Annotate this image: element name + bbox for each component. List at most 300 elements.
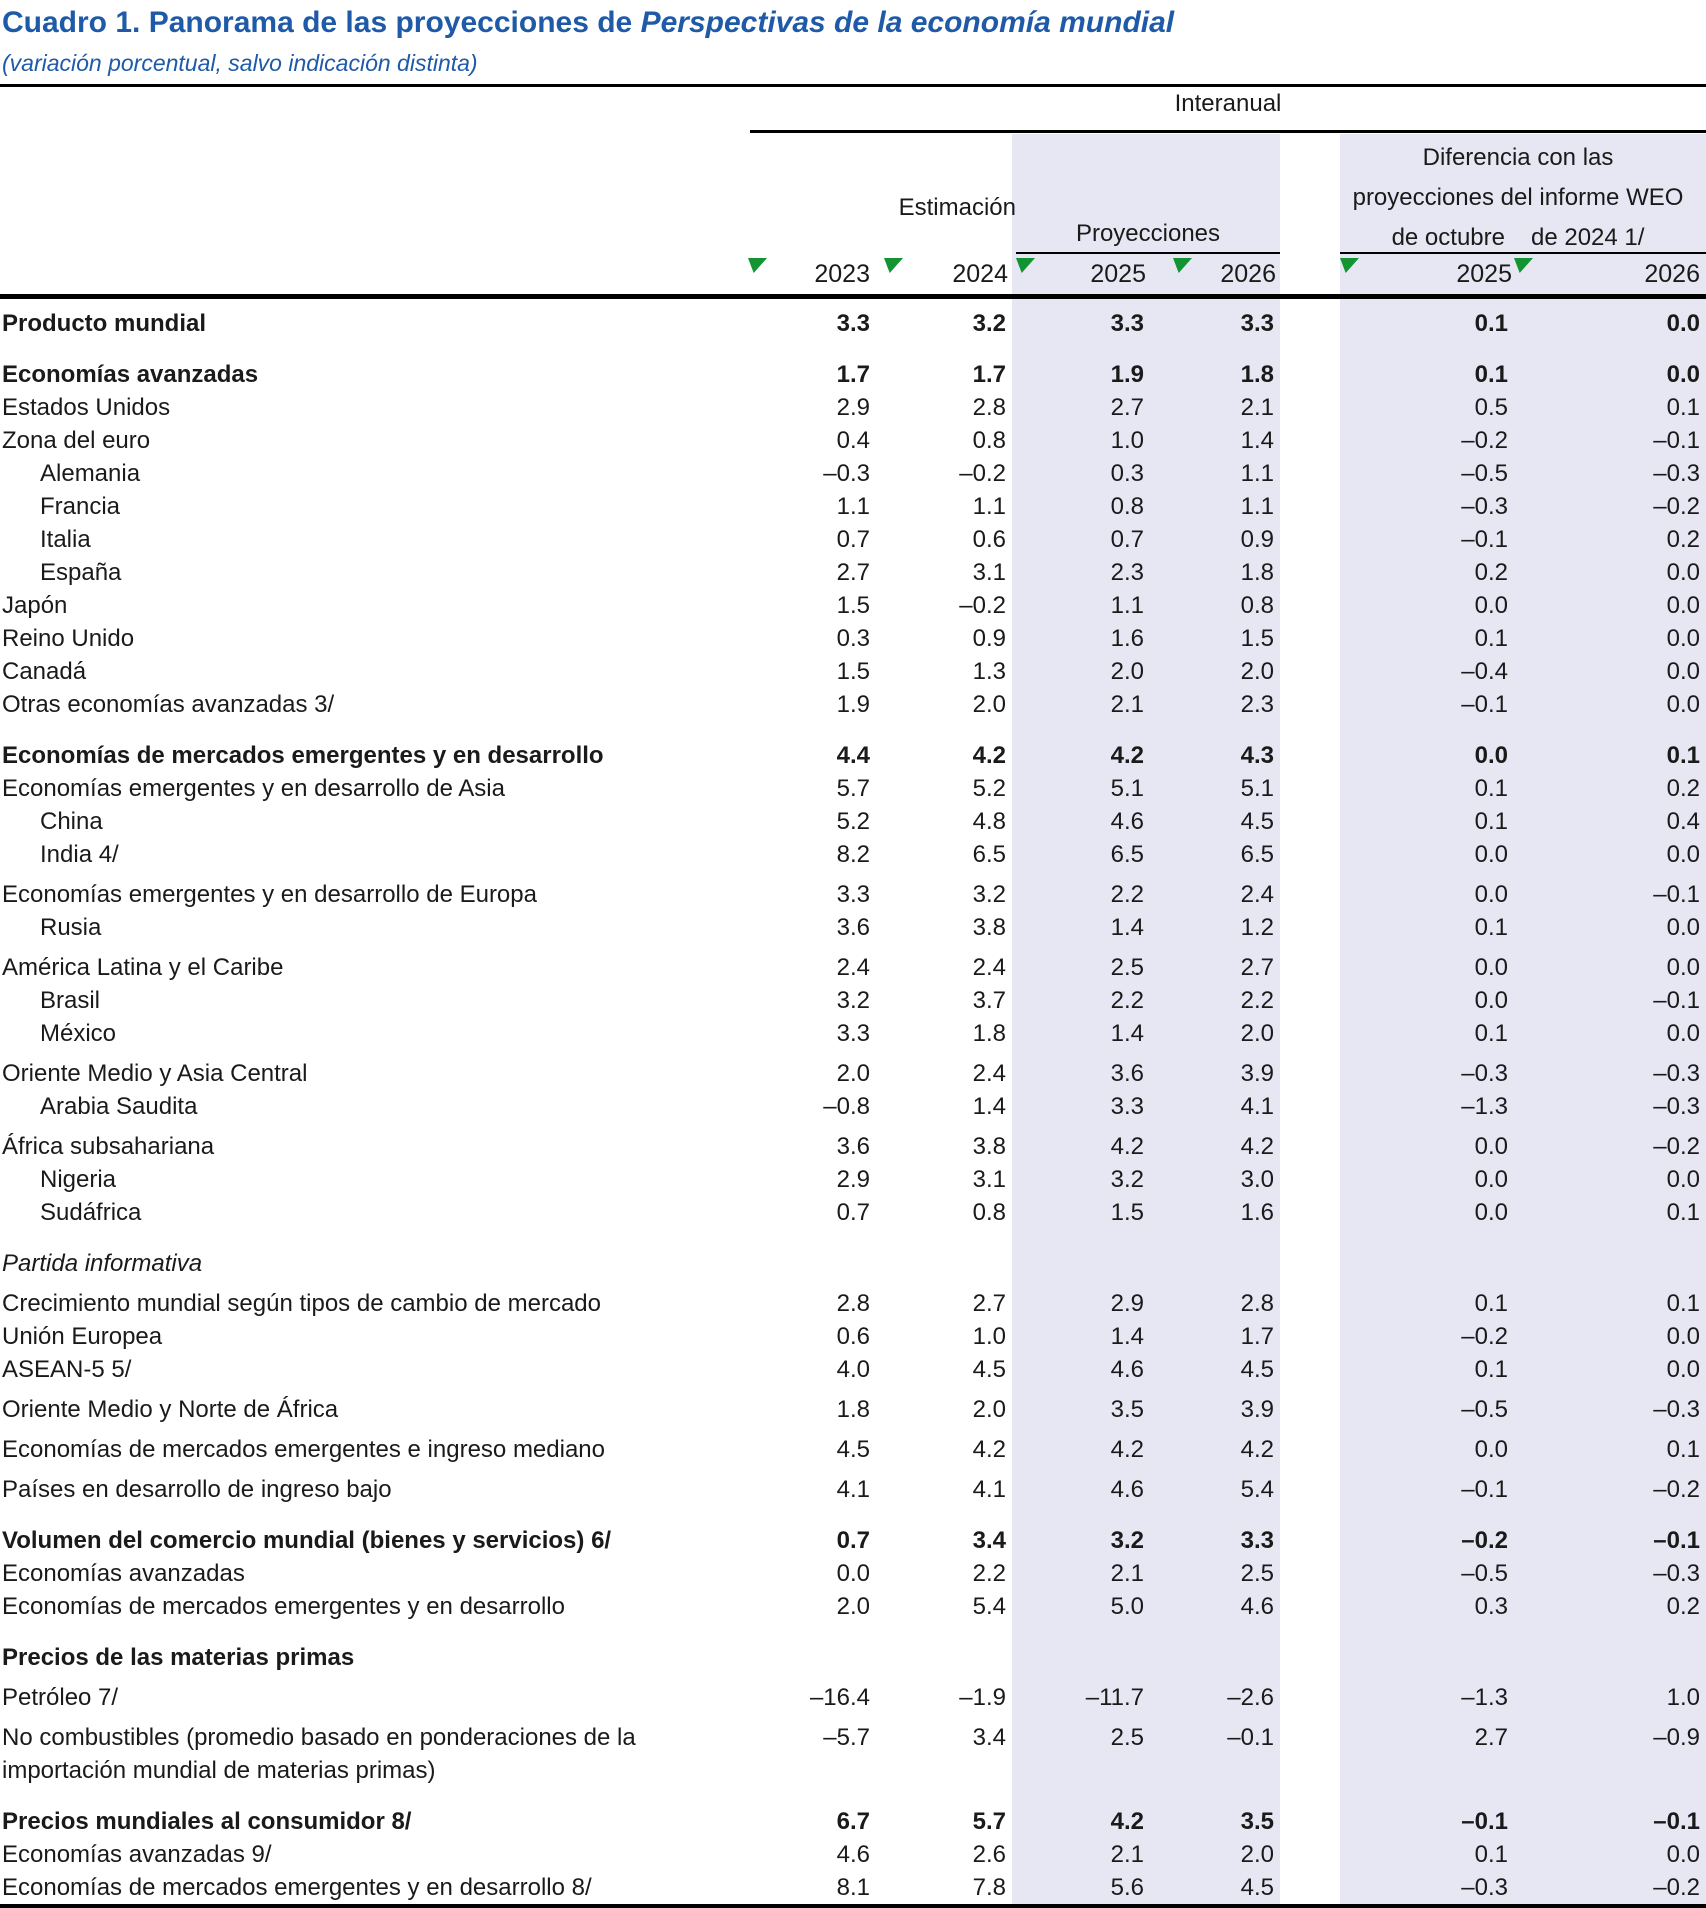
- table-row: [0, 1320, 1706, 1353]
- value-cell: –0.2: [1653, 1476, 1700, 1503]
- value-cell: 1.1: [1110, 592, 1144, 619]
- green-corner-marker-icon: [748, 258, 767, 273]
- value-cell: –0.1: [1653, 987, 1700, 1014]
- value-cell: [880, 1623, 1012, 1674]
- green-corner-marker-icon: [1173, 258, 1192, 273]
- header-proyecciones: Proyecciones: [1075, 220, 1221, 247]
- value-cell: 0.2: [1666, 526, 1700, 553]
- value-cell: 3.6: [1110, 1060, 1144, 1087]
- value-cell: 0.0: [1474, 881, 1508, 908]
- row-label: India 4/: [40, 841, 119, 868]
- value-cell: 0.4: [1666, 808, 1700, 835]
- value-cell: 0.0: [1474, 987, 1508, 1014]
- value-cell: 1.6: [1110, 625, 1144, 652]
- value-cell: 0.0: [836, 1560, 870, 1587]
- table-row: [0, 1557, 1706, 1590]
- value-cell: –0.1: [1461, 526, 1508, 553]
- value-cell: 2.9: [836, 394, 870, 421]
- value-cell: 0.2: [1666, 775, 1700, 802]
- value-cell: 2.0: [972, 691, 1006, 718]
- value-cell: –1.3: [1461, 1684, 1508, 1711]
- table-header: [0, 88, 1706, 299]
- table-row: [0, 556, 1706, 589]
- value-cell: 2.2: [972, 1560, 1006, 1587]
- value-cell: 2.6: [972, 1841, 1006, 1868]
- value-cell: –0.1: [1461, 1476, 1508, 1503]
- value-cell: 4.1: [836, 1476, 870, 1503]
- table-row: [0, 944, 1706, 984]
- value-cell: 3.2: [972, 310, 1006, 337]
- value-cell: –16.4: [809, 1684, 870, 1711]
- value-cell: 2.9: [836, 1166, 870, 1193]
- value-cell: 4.0: [836, 1356, 870, 1383]
- value-cell: 2.4: [1240, 881, 1274, 908]
- value-cell: –0.2: [1653, 493, 1700, 520]
- value-cell: 4.2: [972, 742, 1006, 769]
- value-cell: 1.5: [836, 658, 870, 685]
- value-cell: 0.7: [836, 526, 870, 553]
- value-cell: 3.9: [1240, 1060, 1274, 1087]
- row-label: Italia: [40, 526, 91, 553]
- value-cell: 4.5: [972, 1356, 1006, 1383]
- value-cell: 7.8: [972, 1874, 1006, 1901]
- table-title-italic-text: Perspectivas de la economía mundial: [640, 6, 1175, 39]
- value-cell: 4.6: [1240, 1593, 1274, 1620]
- value-cell: 0.0: [1474, 1133, 1508, 1160]
- value-cell: 1.5: [1110, 1199, 1144, 1226]
- spacer-cell: [1280, 622, 1340, 655]
- value-cell: 2.7: [1110, 394, 1144, 421]
- row-label: Países en desarrollo de ingreso bajo: [2, 1476, 392, 1503]
- value-cell: –0.2: [959, 592, 1006, 619]
- value-cell: 1.7: [1240, 1323, 1274, 1350]
- value-cell: 0.0: [1666, 914, 1700, 941]
- value-cell: –0.3: [1461, 1874, 1508, 1901]
- spacer-cell: [1280, 1320, 1340, 1353]
- value-cell: 0.8: [972, 427, 1006, 454]
- value-cell: 2.1: [1110, 1841, 1144, 1868]
- row-label: Economías avanzadas 9/: [2, 1841, 272, 1868]
- row-label: España: [40, 559, 122, 586]
- spacer-cell: [1280, 688, 1340, 721]
- header-diferencia-octubre: de octubre: [1391, 224, 1505, 251]
- value-cell: –0.3: [1653, 1560, 1700, 1587]
- value-cell: 0.8: [1110, 493, 1144, 520]
- value-cell: 3.9: [1240, 1396, 1274, 1423]
- table-row: [0, 1280, 1706, 1320]
- value-cell: 0.1: [1474, 1290, 1508, 1317]
- value-cell: 0.6: [972, 526, 1006, 553]
- spacer-cell: [1280, 490, 1340, 523]
- value-cell: –0.5: [1461, 1560, 1508, 1587]
- value-cell: 0.0: [1474, 954, 1508, 981]
- row-label: Petróleo 7/: [2, 1684, 119, 1711]
- value-cell: 0.1: [1666, 742, 1700, 769]
- value-cell: 1.8: [1240, 559, 1274, 586]
- value-cell: 3.8: [972, 1133, 1006, 1160]
- value-cell: 5.4: [972, 1593, 1006, 1620]
- year-header-diff-2026: 2026: [1644, 260, 1700, 288]
- value-cell: 4.2: [1110, 742, 1144, 769]
- interanual-divider: [750, 130, 1706, 133]
- value-cell: 0.3: [836, 625, 870, 652]
- value-cell: 1.4: [972, 1093, 1006, 1120]
- value-cell: 6.5: [1110, 841, 1144, 868]
- value-cell: 4.1: [1240, 1093, 1274, 1120]
- spacer-cell: [1280, 424, 1340, 457]
- value-cell: 0.1: [1666, 394, 1700, 421]
- value-cell: 1.1: [1240, 460, 1274, 487]
- header-diferencia-line1: Diferencia con las: [1422, 144, 1614, 171]
- value-cell: 1.4: [1110, 914, 1144, 941]
- value-cell: 0.0: [1666, 310, 1700, 337]
- row-label: Economías emergentes y en desarrollo de Asia: [2, 775, 505, 802]
- value-cell: 0.6: [836, 1323, 870, 1350]
- value-cell: 0.0: [1666, 1166, 1700, 1193]
- value-cell: 2.0: [836, 1593, 870, 1620]
- value-cell: [690, 1229, 880, 1280]
- table-row: [0, 1871, 1706, 1904]
- value-cell: –0.1: [1653, 1527, 1700, 1554]
- value-cell: –0.3: [1461, 1060, 1508, 1087]
- value-cell: 0.1: [1474, 1841, 1508, 1868]
- spacer-cell: [1280, 1090, 1340, 1123]
- value-cell: 4.3: [1240, 742, 1274, 769]
- value-cell: 0.0: [1666, 1356, 1700, 1383]
- value-cell: [1012, 1623, 1148, 1674]
- green-corner-marker-icon: [1514, 258, 1533, 273]
- value-cell: [880, 1229, 1012, 1280]
- row-label: África subsahariana: [2, 1133, 215, 1160]
- value-cell: 2.1: [1110, 691, 1144, 718]
- table-row: [0, 805, 1706, 838]
- value-cell: 2.1: [1110, 1560, 1144, 1587]
- value-cell: 3.1: [972, 559, 1006, 586]
- value-cell: 0.0: [1666, 1020, 1700, 1047]
- table-row: [0, 589, 1706, 622]
- value-cell: 4.6: [836, 1841, 870, 1868]
- table-row: [0, 1590, 1706, 1623]
- row-label: Economías de mercados emergentes e ingreso mediano: [2, 1436, 605, 1463]
- table-row: [0, 911, 1706, 944]
- spacer-cell: [1280, 1229, 1340, 1280]
- header-interanual: Interanual: [1174, 90, 1282, 117]
- value-cell: –0.3: [1653, 1093, 1700, 1120]
- value-cell: 0.1: [1666, 1436, 1700, 1463]
- spacer-cell: [1280, 1787, 1340, 1838]
- spacer-cell: [1280, 1050, 1340, 1090]
- value-cell: 2.0: [1240, 1841, 1274, 1868]
- row-label: No combustibles (promedio basado en ponderaciones de la importación mundial de materias primas): [2, 1724, 636, 1784]
- table-row: [0, 1017, 1706, 1050]
- value-cell: 5.7: [836, 775, 870, 802]
- value-cell: 4.6: [1110, 1356, 1144, 1383]
- table-row: [0, 721, 1706, 772]
- year-header-2023: 2023: [814, 260, 870, 288]
- row-label: Economías avanzadas: [2, 1560, 245, 1587]
- value-cell: –1.3: [1461, 1093, 1508, 1120]
- value-cell: –0.1: [1227, 1724, 1274, 1751]
- row-label: Brasil: [40, 987, 101, 1014]
- spacer-cell: [1280, 1163, 1340, 1196]
- value-cell: 1.0: [972, 1323, 1006, 1350]
- table-row: [0, 772, 1706, 805]
- value-cell: 0.0: [1666, 954, 1700, 981]
- spacer-cell: [1280, 1714, 1340, 1787]
- value-cell: 2.2: [1110, 881, 1144, 908]
- header-estimacion: Estimación: [898, 194, 1016, 221]
- value-cell: 1.9: [836, 691, 870, 718]
- bottom-divider: [0, 1904, 1706, 1908]
- value-cell: 4.2: [1110, 1808, 1144, 1835]
- value-cell: 6.7: [836, 1808, 870, 1835]
- table-row: [0, 424, 1706, 457]
- value-cell: –0.2: [1461, 427, 1508, 454]
- value-cell: 1.0: [1110, 427, 1144, 454]
- value-cell: 5.0: [1110, 1593, 1144, 1620]
- row-label: Rusia: [40, 914, 102, 941]
- row-label: Economías de mercados emergentes y en desarrollo 8/: [2, 1874, 592, 1901]
- value-cell: 2.0: [1240, 658, 1274, 685]
- table-row: [0, 391, 1706, 424]
- spacer-cell: [1280, 1017, 1340, 1050]
- value-cell: 2.0: [972, 1396, 1006, 1423]
- value-cell: 5.2: [972, 775, 1006, 802]
- value-cell: 0.1: [1474, 361, 1508, 388]
- spacer-cell: [1280, 1280, 1340, 1320]
- row-label: Precios de las materias primas: [2, 1644, 355, 1671]
- value-cell: 0.0: [1666, 361, 1700, 388]
- spacer-cell: [1280, 911, 1340, 944]
- value-cell: 0.0: [1474, 1199, 1508, 1226]
- row-label: Francia: [40, 493, 121, 520]
- value-cell: 5.1: [1240, 775, 1274, 802]
- row-label: Arabia Saudita: [40, 1093, 198, 1120]
- table-row: [0, 1353, 1706, 1386]
- value-cell: 0.1: [1666, 1290, 1700, 1317]
- row-label: Producto mundial: [2, 310, 206, 337]
- spacer-cell: [1280, 1466, 1340, 1506]
- value-cell: 0.0: [1474, 1166, 1508, 1193]
- value-cell: 4.2: [1240, 1436, 1274, 1463]
- value-cell: 4.2: [1240, 1133, 1274, 1160]
- value-cell: [1148, 1623, 1280, 1674]
- table-row: [0, 1123, 1706, 1163]
- spacer-cell: [1280, 772, 1340, 805]
- value-cell: –0.5: [1461, 1396, 1508, 1423]
- value-cell: 3.3: [1240, 1527, 1274, 1554]
- value-cell: 2.9: [1110, 1290, 1144, 1317]
- value-cell: 1.7: [836, 361, 870, 388]
- proyecciones-divider: [1016, 252, 1280, 254]
- value-cell: 3.3: [1110, 310, 1144, 337]
- value-cell: 5.1: [1110, 775, 1144, 802]
- row-label: Canadá: [2, 658, 87, 685]
- table-row: [0, 1623, 1706, 1674]
- value-cell: 1.1: [836, 493, 870, 520]
- value-cell: –0.1: [1461, 1808, 1508, 1835]
- table-row: [0, 1196, 1706, 1229]
- year-header-diff-2025: 2025: [1456, 260, 1512, 288]
- value-cell: 0.0: [1666, 625, 1700, 652]
- value-cell: 2.0: [836, 1060, 870, 1087]
- row-label: Japón: [2, 592, 68, 619]
- table-row: [0, 838, 1706, 871]
- value-cell: 4.5: [1240, 1356, 1274, 1383]
- value-cell: –0.3: [823, 460, 870, 487]
- table-row: [0, 622, 1706, 655]
- header-diferencia: [1330, 138, 1706, 258]
- table-row: [0, 1787, 1706, 1838]
- data-table: [0, 307, 1706, 1904]
- value-cell: –0.5: [1461, 460, 1508, 487]
- spacer-cell: [1280, 523, 1340, 556]
- table-row: [0, 340, 1706, 391]
- value-cell: –0.2: [1653, 1133, 1700, 1160]
- green-corner-marker-icon: [1016, 258, 1035, 273]
- value-cell: 3.2: [1110, 1527, 1144, 1554]
- row-label: Zona del euro: [2, 427, 151, 454]
- value-cell: 2.8: [972, 394, 1006, 421]
- value-cell: 5.6: [1110, 1874, 1144, 1901]
- spacer-cell: [1280, 1871, 1340, 1904]
- row-label: Estados Unidos: [2, 394, 171, 421]
- row-label: América Latina y el Caribe: [2, 954, 284, 981]
- value-cell: 0.1: [1474, 775, 1508, 802]
- value-cell: 6.5: [1240, 841, 1274, 868]
- table-row: [0, 1714, 1706, 1787]
- row-label: Oriente Medio y Asia Central: [2, 1060, 308, 1087]
- row-label: Precios mundiales al consumidor 8/: [2, 1808, 412, 1835]
- value-cell: 3.3: [1110, 1093, 1144, 1120]
- value-cell: 1.8: [972, 1020, 1006, 1047]
- row-label: Volumen del comercio mundial (bienes y servicios) 6/: [2, 1527, 612, 1554]
- value-cell: 0.0: [1474, 742, 1508, 769]
- value-cell: 4.5: [1240, 808, 1274, 835]
- table-subtitle: (variación porcentual, salvo indicación distinta): [2, 50, 478, 76]
- value-cell: 2.5: [1240, 1560, 1274, 1587]
- value-cell: 8.2: [836, 841, 870, 868]
- row-label: Unión Europea: [2, 1323, 163, 1350]
- value-cell: –0.3: [1653, 460, 1700, 487]
- value-cell: 2.4: [972, 1060, 1006, 1087]
- row-label: Alemania: [40, 460, 141, 487]
- value-cell: 1.9: [1110, 361, 1144, 388]
- value-cell: 0.1: [1474, 1356, 1508, 1383]
- row-label: Oriente Medio y Norte de África: [2, 1396, 339, 1423]
- value-cell: 1.7: [972, 361, 1006, 388]
- green-corner-marker-icon: [1340, 258, 1359, 273]
- value-cell: 0.0: [1666, 559, 1700, 586]
- table-row: [0, 490, 1706, 523]
- spacer-cell: [1280, 391, 1340, 424]
- value-cell: 2.3: [1110, 559, 1144, 586]
- value-cell: 2.7: [1240, 954, 1274, 981]
- value-cell: –1.9: [959, 1684, 1006, 1711]
- value-cell: 4.6: [1110, 1476, 1144, 1503]
- row-label: Partida informativa: [2, 1250, 203, 1277]
- value-cell: –0.4: [1461, 658, 1508, 685]
- value-cell: 3.3: [1240, 310, 1274, 337]
- value-cell: 0.0: [1474, 1436, 1508, 1463]
- value-cell: 0.0: [1666, 592, 1700, 619]
- value-cell: 0.2: [1666, 1593, 1700, 1620]
- value-cell: [1340, 1623, 1512, 1674]
- table-row: [0, 1090, 1706, 1123]
- value-cell: 0.7: [836, 1527, 870, 1554]
- value-cell: 0.8: [972, 1199, 1006, 1226]
- value-cell: [1512, 1623, 1706, 1674]
- value-cell: 3.7: [972, 987, 1006, 1014]
- value-cell: 0.0: [1666, 1323, 1700, 1350]
- projections-table: [0, 88, 1706, 1908]
- year-header-2025: 2025: [1090, 260, 1146, 288]
- value-cell: 2.2: [1110, 987, 1144, 1014]
- table-body: [0, 307, 1706, 1904]
- value-cell: –0.1: [1653, 427, 1700, 454]
- value-cell: 6.5: [972, 841, 1006, 868]
- value-cell: 8.1: [836, 1874, 870, 1901]
- value-cell: 3.6: [836, 914, 870, 941]
- value-cell: 2.0: [1110, 658, 1144, 685]
- table-row: [0, 688, 1706, 721]
- table-row: [0, 1426, 1706, 1466]
- value-cell: 1.4: [1110, 1323, 1144, 1350]
- value-cell: 4.5: [1240, 1874, 1274, 1901]
- spacer-cell: [1280, 984, 1340, 1017]
- row-label: Economías de mercados emergentes y en desarrollo: [2, 742, 604, 769]
- spacer-cell: [1280, 556, 1340, 589]
- value-cell: 1.5: [836, 592, 870, 619]
- spacer-cell: [1280, 1123, 1340, 1163]
- value-cell: –0.3: [1653, 1396, 1700, 1423]
- table-row: [0, 457, 1706, 490]
- value-cell: [690, 1623, 880, 1674]
- header-diferencia-line2: proyecciones del informe WEO: [1352, 184, 1684, 211]
- row-label: Economías avanzadas: [2, 361, 259, 388]
- spacer-cell: [1280, 1838, 1340, 1871]
- value-cell: 3.4: [972, 1724, 1006, 1751]
- value-cell: 2.1: [1240, 394, 1274, 421]
- spacer-cell: [1280, 1623, 1340, 1674]
- value-cell: 3.2: [972, 881, 1006, 908]
- value-cell: 4.1: [972, 1476, 1006, 1503]
- value-cell: –0.1: [1653, 881, 1700, 908]
- value-cell: [1512, 1229, 1706, 1280]
- value-cell: 0.7: [836, 1199, 870, 1226]
- value-cell: 0.2: [1474, 559, 1508, 586]
- value-cell: 1.3: [972, 658, 1006, 685]
- table-row: [0, 523, 1706, 556]
- value-cell: 2.5: [1110, 954, 1144, 981]
- value-cell: 0.9: [1240, 526, 1274, 553]
- value-cell: 0.1: [1474, 310, 1508, 337]
- value-cell: 3.2: [836, 987, 870, 1014]
- spacer-cell: [1280, 655, 1340, 688]
- value-cell: 1.5: [1240, 625, 1274, 652]
- spacer-cell: [1280, 1196, 1340, 1229]
- value-cell: –0.2: [1653, 1874, 1700, 1901]
- value-cell: 4.4: [836, 742, 870, 769]
- value-cell: 0.1: [1474, 914, 1508, 941]
- value-cell: 5.7: [972, 1808, 1006, 1835]
- value-cell: 2.7: [1474, 1724, 1508, 1751]
- value-cell: 3.8: [972, 914, 1006, 941]
- header-body-divider: [0, 294, 1706, 299]
- value-cell: 0.0: [1666, 691, 1700, 718]
- value-cell: –5.7: [823, 1724, 870, 1751]
- value-cell: 1.6: [1240, 1199, 1274, 1226]
